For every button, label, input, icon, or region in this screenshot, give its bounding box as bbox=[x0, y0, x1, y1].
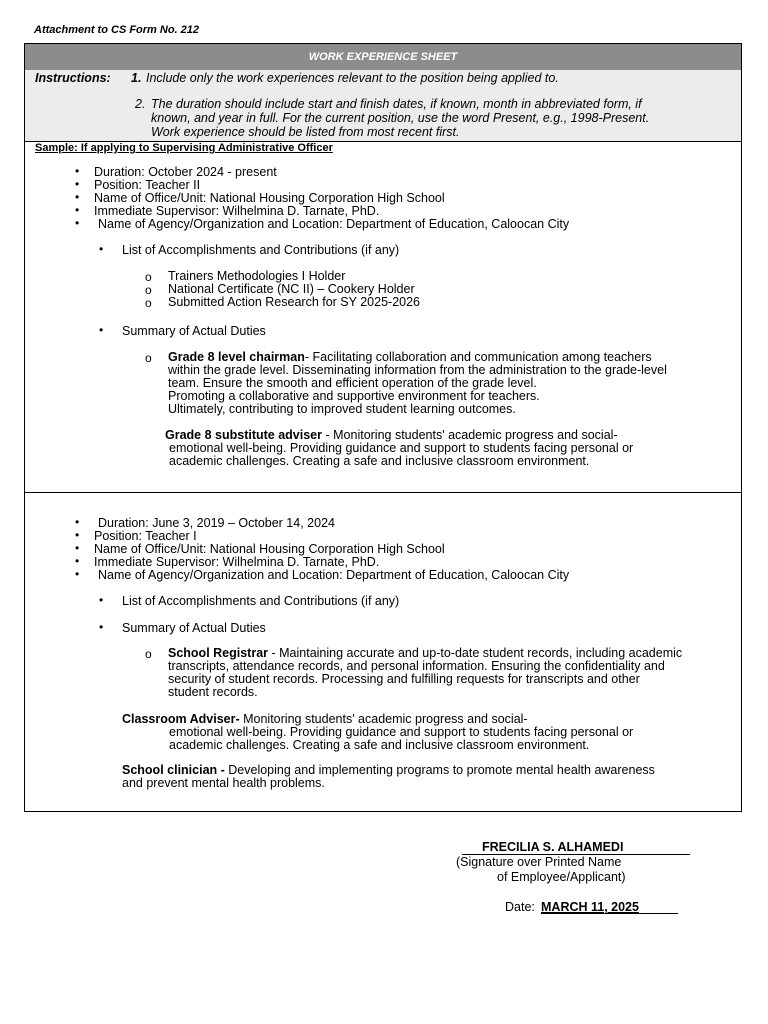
exp2-duty1-line2: transcripts, attendance records, and personal information. Ensuring the confidentiality and bbox=[168, 659, 665, 673]
signature-caption-2: of Employee/Applicant) bbox=[497, 870, 626, 884]
exp2-position: Position: Teacher I bbox=[94, 529, 197, 543]
exp2-duty2-line1: Monitoring students' academic progress and social- bbox=[239, 712, 528, 726]
bullet-icon: • bbox=[99, 593, 104, 607]
bullet-icon: • bbox=[75, 177, 80, 191]
instruction-1-number: 1. bbox=[131, 71, 142, 85]
exp1-duration: Duration: October 2024 - present bbox=[94, 165, 277, 179]
exp2-duty1-line1: - Maintaining accurate and up-to-date student records, including academic bbox=[268, 646, 683, 660]
date-value: MARCH 11, 2025 bbox=[541, 900, 639, 914]
sub-bullet-icon: o bbox=[145, 351, 152, 365]
exp1-accomplishment-item: Trainers Methodologies I Holder bbox=[168, 269, 346, 283]
sub-bullet-icon: o bbox=[145, 283, 152, 297]
work-experience-sheet bbox=[24, 43, 742, 812]
date-line bbox=[541, 913, 678, 914]
exp1-duty1-line3: team. Ensure the smooth and efficient operation of the grade level. bbox=[168, 376, 537, 390]
exp2-duration: Duration: June 3, 2019 – October 14, 2024 bbox=[98, 516, 335, 530]
sub-bullet-icon: o bbox=[145, 270, 152, 284]
exp1-supervisor: Immediate Supervisor: Wilhelmina D. Tarnate, PhD. bbox=[94, 204, 380, 218]
exp1-duty2-title: Grade 8 substitute adviser bbox=[165, 428, 323, 442]
instructions-label: Instructions: bbox=[35, 71, 111, 85]
bullet-icon: • bbox=[99, 620, 104, 634]
date-label: Date: bbox=[505, 900, 535, 914]
exp1-accomplishment-item: Submitted Action Research for SY 2025-2026 bbox=[168, 295, 421, 309]
sub-bullet-icon: o bbox=[145, 647, 152, 661]
exp1-duty1-line4: Promoting a collaborative and supportive environment for teachers. bbox=[168, 389, 540, 403]
exp2-accomplishments-label: List of Accomplishments and Contributions (if any) bbox=[122, 594, 400, 608]
bullet-icon: • bbox=[75, 567, 80, 581]
exp1-duty1-title: Grade 8 level chairman bbox=[168, 350, 305, 364]
signature-caption: (Signature over Printed Name bbox=[456, 855, 622, 869]
bullet-icon: • bbox=[75, 554, 80, 568]
exp1-duty1-line1: - Facilitating collaboration and communication among teachers bbox=[304, 350, 652, 364]
exp2-duty2-line2: emotional well-being. Providing guidance and support to students facing personal or bbox=[169, 725, 634, 739]
bullet-icon: • bbox=[75, 528, 80, 542]
exp2-agency: Name of Agency/Organization and Location: Department of Education, Caloocan City bbox=[98, 568, 570, 582]
exp1-duty1-line2: within the grade level. Disseminating information from the administration to the grade-level bbox=[168, 363, 667, 377]
instruction-1-text: Include only the work experiences relevant to the position being applied to. bbox=[146, 71, 559, 85]
exp2-duty3-title: School clinician - bbox=[122, 763, 225, 777]
exp1-agency: Name of Agency/Organization and Location: Department of Education, Caloocan City bbox=[98, 217, 570, 231]
exp2-duty2-line3: academic challenges. Creating a safe and inclusive classroom environment. bbox=[169, 738, 590, 752]
sheet-title: WORK EXPERIENCE SHEET bbox=[25, 44, 741, 71]
instruction-2-number: 2. bbox=[135, 97, 146, 111]
exp1-position: Position: Teacher II bbox=[94, 178, 201, 192]
exp2-duty1-title: School Registrar bbox=[168, 646, 269, 660]
exp1-duty2-line3: academic challenges. Creating a safe and inclusive classroom environment. bbox=[169, 454, 590, 468]
bullet-icon: • bbox=[75, 541, 80, 555]
exp1-accomplishments-label: List of Accomplishments and Contributions (if any) bbox=[122, 243, 400, 257]
exp1-duties-label: Summary of Actual Duties bbox=[122, 324, 266, 338]
instruction-2-line-1: The duration should include start and finish dates, if known, month in abbreviated form, if bbox=[151, 97, 642, 111]
exp2-duty1-line3: security of student records. Processing and fulfilling requests for transcripts and other bbox=[168, 672, 640, 686]
exp2-supervisor: Immediate Supervisor: Wilhelmina D. Tarnate, PhD. bbox=[94, 555, 380, 569]
bullet-icon: • bbox=[75, 515, 80, 529]
exp2-duties-label: Summary of Actual Duties bbox=[122, 621, 266, 635]
exp2-duty2-title: Classroom Adviser- bbox=[122, 712, 240, 726]
bullet-icon: • bbox=[99, 242, 104, 256]
sample-heading: Sample: If applying to Supervising Administrative Officer bbox=[35, 142, 333, 154]
exp2-office: Name of Office/Unit: National Housing Corporation High School bbox=[94, 542, 445, 556]
exp1-duty2-line1: - Monitoring students' academic progress and social- bbox=[322, 428, 618, 442]
bullet-icon: • bbox=[75, 164, 80, 178]
exp1-accomplishment-item: National Certificate (NC II) – Cookery Holder bbox=[168, 282, 415, 296]
exp1-duty2-line2: emotional well-being. Providing guidance and support to students facing personal or bbox=[169, 441, 634, 455]
signatory-name: FRECILIA S. ALHAMEDI bbox=[482, 840, 624, 854]
bullet-icon: • bbox=[75, 216, 80, 230]
exp2-duty3-line1: Developing and implementing programs to promote mental health awareness bbox=[224, 763, 655, 777]
section-divider bbox=[25, 492, 741, 493]
exp2-duty1-line4: student records. bbox=[168, 685, 258, 699]
exp2-duty3-line2: and prevent mental health problems. bbox=[122, 776, 325, 790]
instruction-2-line-2: known, and year in full. For the current position, use the word Present, e.g., 1998-Present. bbox=[151, 111, 650, 125]
bullet-icon: • bbox=[75, 190, 80, 204]
bullet-icon: • bbox=[99, 323, 104, 337]
instructions-box bbox=[25, 70, 741, 142]
instruction-2-line-3: Work experience should be listed from most recent first. bbox=[151, 125, 460, 139]
attachment-label: Attachment to CS Form No. 212 bbox=[34, 24, 200, 36]
exp1-office: Name of Office/Unit: National Housing Corporation High School bbox=[94, 191, 445, 205]
bullet-icon: • bbox=[75, 203, 80, 217]
sub-bullet-icon: o bbox=[145, 296, 152, 310]
exp1-duty1-line5: Ultimately, contributing to improved student learning outcomes. bbox=[168, 402, 516, 416]
